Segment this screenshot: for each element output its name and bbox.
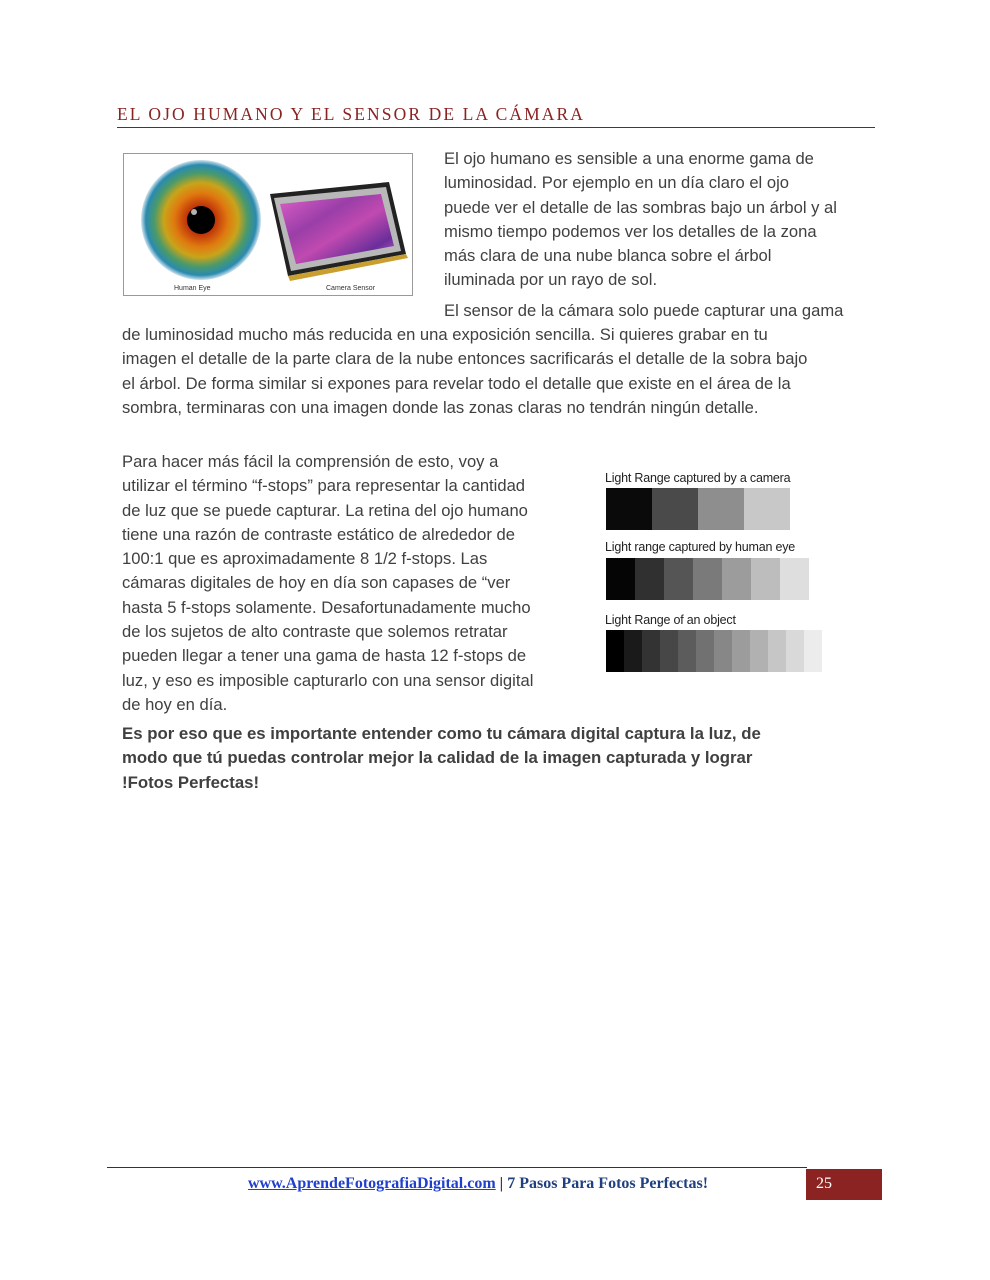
- text-line: más clara de una nube blanca sobre el árbol: [444, 246, 772, 266]
- paragraph-1: [444, 147, 837, 293]
- light-range-figure: [603, 470, 833, 680]
- text-line: de los sujetos de alto contraste que solemos retratar: [122, 622, 508, 642]
- tone-swatch: [664, 558, 693, 600]
- text-line: 100:1 que es aproximadamente 8 1/2 f-stops. Las: [122, 549, 488, 569]
- text-line: iluminada por un rayo de sol.: [444, 270, 658, 290]
- text-line: puede ver el detalle de las sombras bajo un árbol y al: [444, 197, 837, 217]
- conclusion-text: [122, 722, 852, 795]
- text-line: luz, y eso es imposible capturarlo con una sensor digital: [122, 670, 534, 690]
- text-line: El ojo humano es sensible a una enorme gama de: [444, 149, 814, 168]
- tone-swatch: [606, 488, 652, 530]
- tone-swatch: [732, 630, 750, 672]
- text-line: tiene una razón de contraste estático de alrededor de: [122, 524, 515, 544]
- section-heading: [117, 104, 875, 128]
- paragraph-2: [122, 323, 807, 420]
- text-line: el árbol. De forma similar si expones para revelar todo el detalle que existe en el área de la: [122, 373, 791, 393]
- tone-swatch: [678, 630, 696, 672]
- tone-swatch: [722, 558, 751, 600]
- page-number-box: [806, 1169, 882, 1200]
- tone-swatch: [744, 488, 790, 530]
- footer-separator: |: [495, 1175, 508, 1192]
- page-number: 25: [816, 1175, 832, 1192]
- camera-sensor-image: [270, 182, 408, 281]
- eye-range-label: Light range captured by human eye: [605, 540, 796, 554]
- text-line: utilizar el término “f-stops” para representar la cantidad: [122, 476, 526, 496]
- tone-swatch: [693, 558, 722, 600]
- human-eye-caption: Human Eye: [174, 285, 211, 292]
- tone-swatch: [606, 630, 624, 672]
- object-range-strip: [606, 630, 822, 672]
- tone-swatch: [652, 488, 698, 530]
- tone-swatch: [642, 630, 660, 672]
- tone-swatch: [751, 558, 780, 600]
- section-heading-text: EL OJO HUMANO Y EL SENSOR DE LA CÁMARA: [117, 104, 586, 124]
- text-line: mismo tiempo podemos ver los detalles de la zona: [444, 221, 817, 241]
- camera-sensor-caption: Camera Sensor: [326, 285, 376, 292]
- tone-swatch: [635, 558, 664, 600]
- camera-range-label: Light Range captured by a camera: [605, 471, 791, 485]
- footer: [248, 1175, 708, 1193]
- tone-swatch: [804, 630, 822, 672]
- tone-swatch: [624, 630, 642, 672]
- text-line: modo que tú puedas controlar mejor la calidad de la imagen capturada y lograr: [122, 748, 753, 768]
- text-line: imagen el detalle de la parte clara de la nube entonces sacrificarás el detalle de la sobra bajo: [122, 349, 808, 369]
- eye-sensor-illustration: [124, 154, 413, 296]
- text-line: hasta 5 f-stops solamente. Desafortunadamente mucho: [122, 597, 531, 617]
- camera-range-strip: [606, 488, 790, 530]
- text-line: de hoy en día.: [122, 694, 228, 714]
- book-title: 7 Pasos Para Fotos Perfectas!: [507, 1175, 709, 1192]
- text-line: sombra, terminaras con una imagen donde las zonas claras no tendrán ningún detalle.: [122, 397, 759, 417]
- eye-range-strip: [606, 558, 809, 600]
- footer-divider: [107, 1167, 807, 1168]
- tone-swatch: [660, 630, 678, 672]
- tone-swatch: [606, 558, 635, 600]
- tone-swatch: [696, 630, 714, 672]
- text-line: de luminosidad mucho más reducida en una exposición sencilla. Si quieres grabar en tu: [122, 325, 768, 344]
- text-line: Es por eso que es importante entender como tu cámara digital captura la luz, de: [122, 724, 761, 743]
- object-range-label: Light Range of an object: [605, 613, 736, 627]
- tone-swatch: [750, 630, 768, 672]
- text-line: !Fotos Perfectas!: [122, 772, 260, 792]
- tone-swatch: [786, 630, 804, 672]
- text-line: Para hacer más fácil la comprensión de esto, voy a: [122, 452, 499, 471]
- human-eye-image: [141, 160, 261, 280]
- website-link[interactable]: www.AprendeFotografiaDigital.com: [248, 1175, 496, 1192]
- tone-swatch: [768, 630, 786, 672]
- paragraph-2-first-line: El sensor de la cámara solo puede capturar una gama: [444, 301, 844, 320]
- tone-swatch: [714, 630, 732, 672]
- text-line: de luz que se puede capturar. La retina del ojo humano: [122, 500, 528, 520]
- paragraph-3: [122, 450, 533, 717]
- text-line: luminosidad. Por ejemplo en un día claro el ojo: [444, 173, 789, 193]
- tone-swatch: [698, 488, 744, 530]
- text-line: cámaras digitales de hoy en día son capases de “ver: [122, 573, 511, 593]
- eye-sensor-figure: [123, 153, 413, 296]
- tone-swatch: [780, 558, 809, 600]
- text-line: pueden llegar a tener una gama de hasta 12 f-stops de: [122, 646, 527, 666]
